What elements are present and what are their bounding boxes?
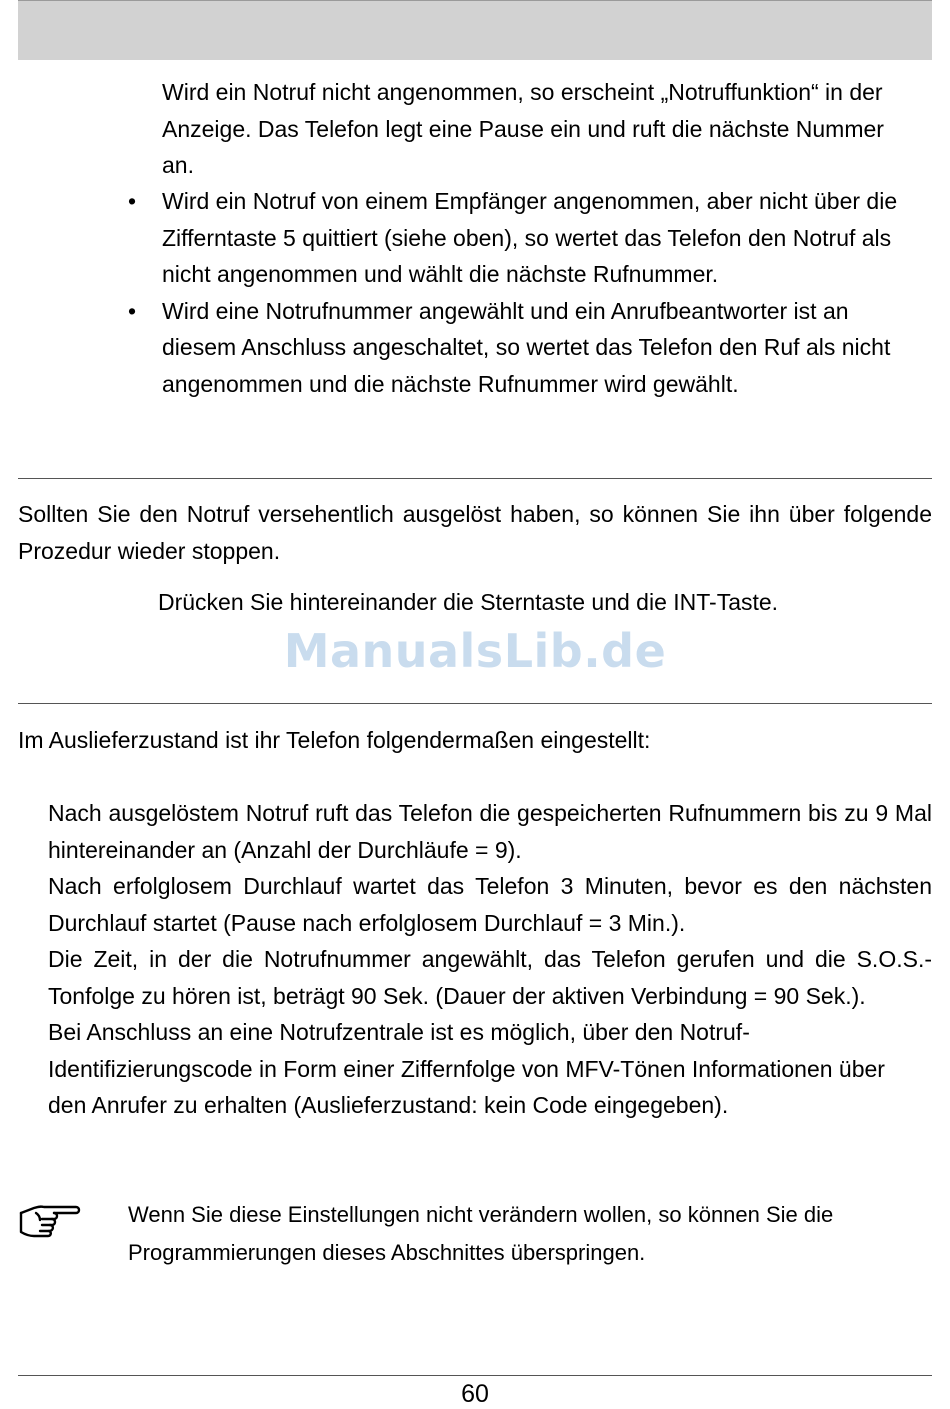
defaults-paragraph: Bei Anschluss an eine Notrufzentrale ist es möglich, über den Notruf-Identifizierungscode in Form einer Ziffernfolge von MFV-Tönen Informationen über den Anrufer zu erhalten (Auslieferzustand: kein Code eingegeben). (48, 1019, 885, 1118)
watermark-logo: ManualsLib.de (283, 624, 667, 678)
stop-intro-paragraph: Sollten Sie den Notruf versehentlich ausgelöst haben, so können Sie ihn über folgende Prozedur wieder stoppen. (18, 501, 932, 564)
defaults-paragraph: Nach ausgelöstem Notruf ruft das Telefon die gespeicherten Rufnummern bis zu 9 Mal hintereinander an (Anzahl der Durchläufe = 9). (48, 800, 932, 863)
defaults-paragraph: Die Zeit, in der die Notrufnummer angewählt, das Telefon gerufen und die S.O.S.-Tonfolge zu hören ist, beträgt 90 Sek. (Dauer der aktiven Verbindung = 90 Sek.). (48, 946, 932, 1009)
bullet-marker: • (128, 297, 137, 324)
list-item (128, 183, 920, 293)
pointing-hand-icon (18, 1198, 82, 1242)
defaults-intro: Im Auslieferzustand ist ihr Telefon folgendermaßen eingestellt: (18, 727, 651, 753)
section-divider (18, 478, 932, 479)
footer-divider (18, 1375, 932, 1376)
defaults-list (48, 795, 932, 1124)
list-item-text: Wird ein Notruf von einem Empfänger angenommen, aber nicht über die Zifferntaste 5 quittiert (siehe oben), so wertet das Telefon den Notruf als nicht angenommen und wählt die nächste Rufnummer. (162, 188, 898, 287)
stop-instruction: Drücken Sie hintereinander die Sterntaste und die INT-Taste. (158, 589, 779, 615)
list-item (128, 293, 920, 403)
note-text: Wenn Sie diese Einstellungen nicht verändern wollen, so können Sie die Programmierungen dieses Abschnittes überspringen. (128, 1202, 834, 1265)
section-divider (18, 703, 932, 704)
list-item-text: Wird eine Notrufnummer angewählt und ein Anrufbeantworter ist an diesem Anschluss angeschaltet, so wertet das Telefon den Ruf als nicht angenommen und die nächste Rufnummer wird gewählt. (162, 297, 891, 397)
bullet-list (128, 183, 920, 402)
defaults-paragraph: Nach erfolglosem Durchlauf wartet das Telefon 3 Minuten, bevor es den nächsten Durchlauf startet (Pause nach erfolglosem Durchlauf = 3 Min.). (48, 873, 932, 936)
continuation-paragraph: Wird ein Notruf nicht angenommen, so erscheint „Notruffunktion“ in der Anzeige. Das Telefon legt eine Pause ein und ruft die nächste Nummer an. (162, 79, 884, 178)
bullet-marker: • (128, 188, 137, 214)
header-bar (18, 0, 932, 60)
page-number: 60 (461, 1380, 489, 1408)
